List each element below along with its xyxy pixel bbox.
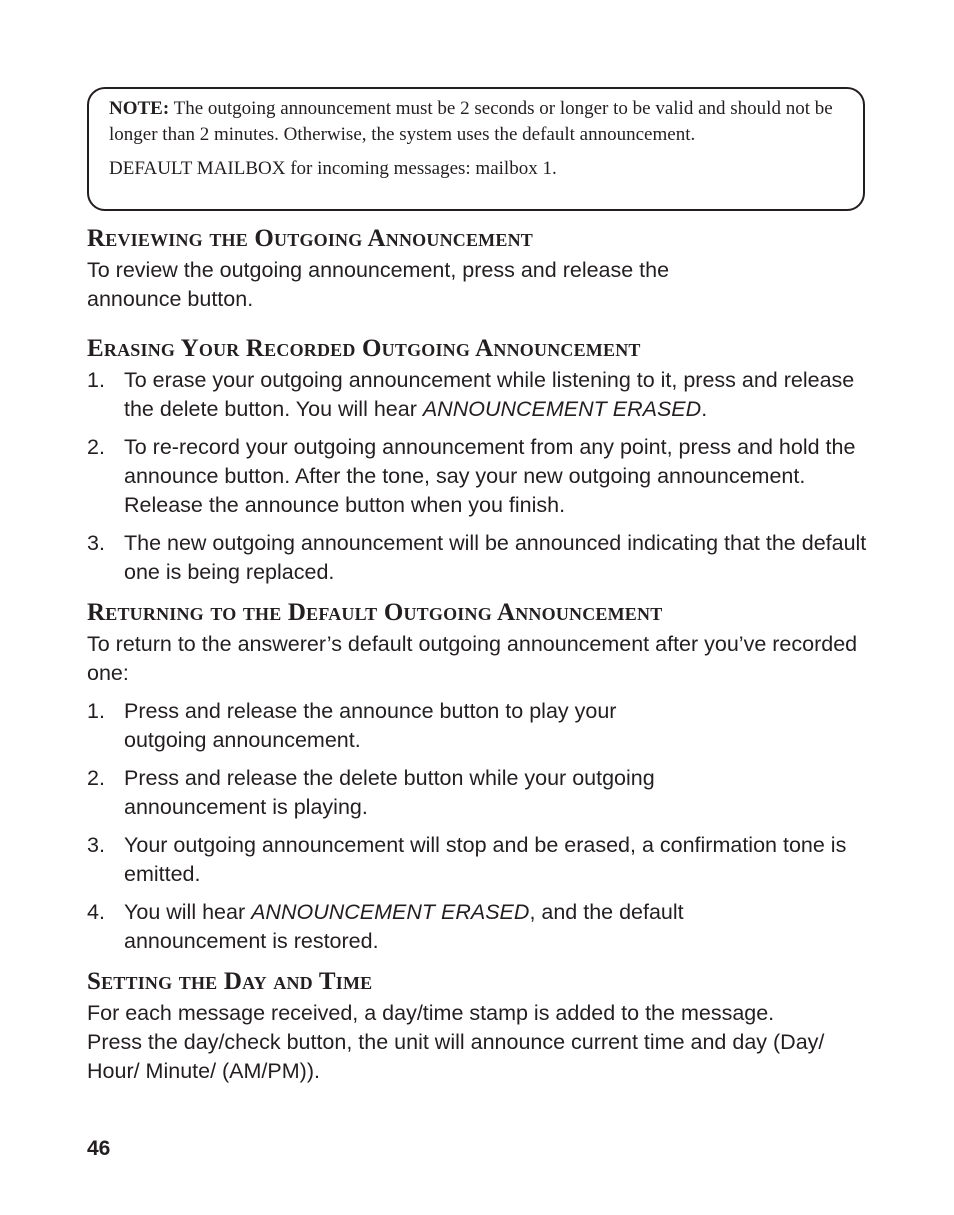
list-item: 2. To re-record your outgoing announcement from any point, press and hold the announce button. After the tone, say your new outgoing announcement. Release the announce button when you finish. bbox=[87, 435, 856, 517]
heading-returning: Returning to the Default Outgoing Announcement bbox=[87, 599, 663, 626]
list-item: 3. Your outgoing announcement will stop and be erased, a confirmation tone is emitted. bbox=[87, 833, 847, 886]
list-item: 2. Press and release the delete button while your outgoing announcement is playing. bbox=[87, 766, 655, 819]
setting-paragraph-1: For each message received, a day/time stamp is added to the message. bbox=[87, 1001, 775, 1025]
returning-intro: To return to the answerer’s default outgoing announcement after you’ve recorded one: bbox=[87, 632, 858, 685]
note-box bbox=[87, 87, 865, 211]
heading-erasing: Erasing Your Recorded Outgoing Announcement bbox=[87, 335, 641, 362]
note-text bbox=[109, 96, 843, 148]
note-body: The outgoing announcement must be 2 seconds or longer to be valid and should not be longer than 2 minutes. Otherwise, the system uses the default announcement. bbox=[109, 98, 833, 145]
heading-reviewing: Reviewing the Outgoing Announcement bbox=[87, 225, 533, 252]
list-item: 1. To erase your outgoing announcement while listening to it, press and release the delete button. You will hear ANNOUNCEMENT ERASED. bbox=[87, 368, 855, 421]
default-mailbox-text: DEFAULT MAILBOX for incoming messages: mailbox 1. bbox=[109, 158, 557, 179]
page-number: 46 bbox=[87, 1137, 111, 1160]
returning-steps bbox=[87, 697, 867, 956]
reviewing-paragraph: To review the outgoing announcement, press and release the announce button. bbox=[87, 258, 670, 311]
announcement-erased-emphasis: ANNOUNCEMENT ERASED bbox=[422, 397, 702, 421]
heading-setting: Setting the Day and Time bbox=[87, 968, 373, 995]
list-item: 4. You will hear ANNOUNCEMENT ERASED, and the default announcement is restored. bbox=[87, 900, 684, 953]
erasing-steps bbox=[87, 366, 867, 587]
list-item: 1. Press and release the announce button to play your outgoing announcement. bbox=[87, 699, 617, 752]
page-content bbox=[87, 222, 867, 1086]
announcement-erased-emphasis: ANNOUNCEMENT ERASED bbox=[251, 900, 530, 924]
setting-paragraph-2: Press the day/check button, the unit will announce current time and day (Day/ Hour/ Minute/ (AM/PM)). bbox=[87, 1030, 825, 1083]
note-label: NOTE: bbox=[109, 98, 170, 119]
list-item: 3. The new outgoing announcement will be announced indicating that the default one is being replaced. bbox=[87, 531, 867, 584]
